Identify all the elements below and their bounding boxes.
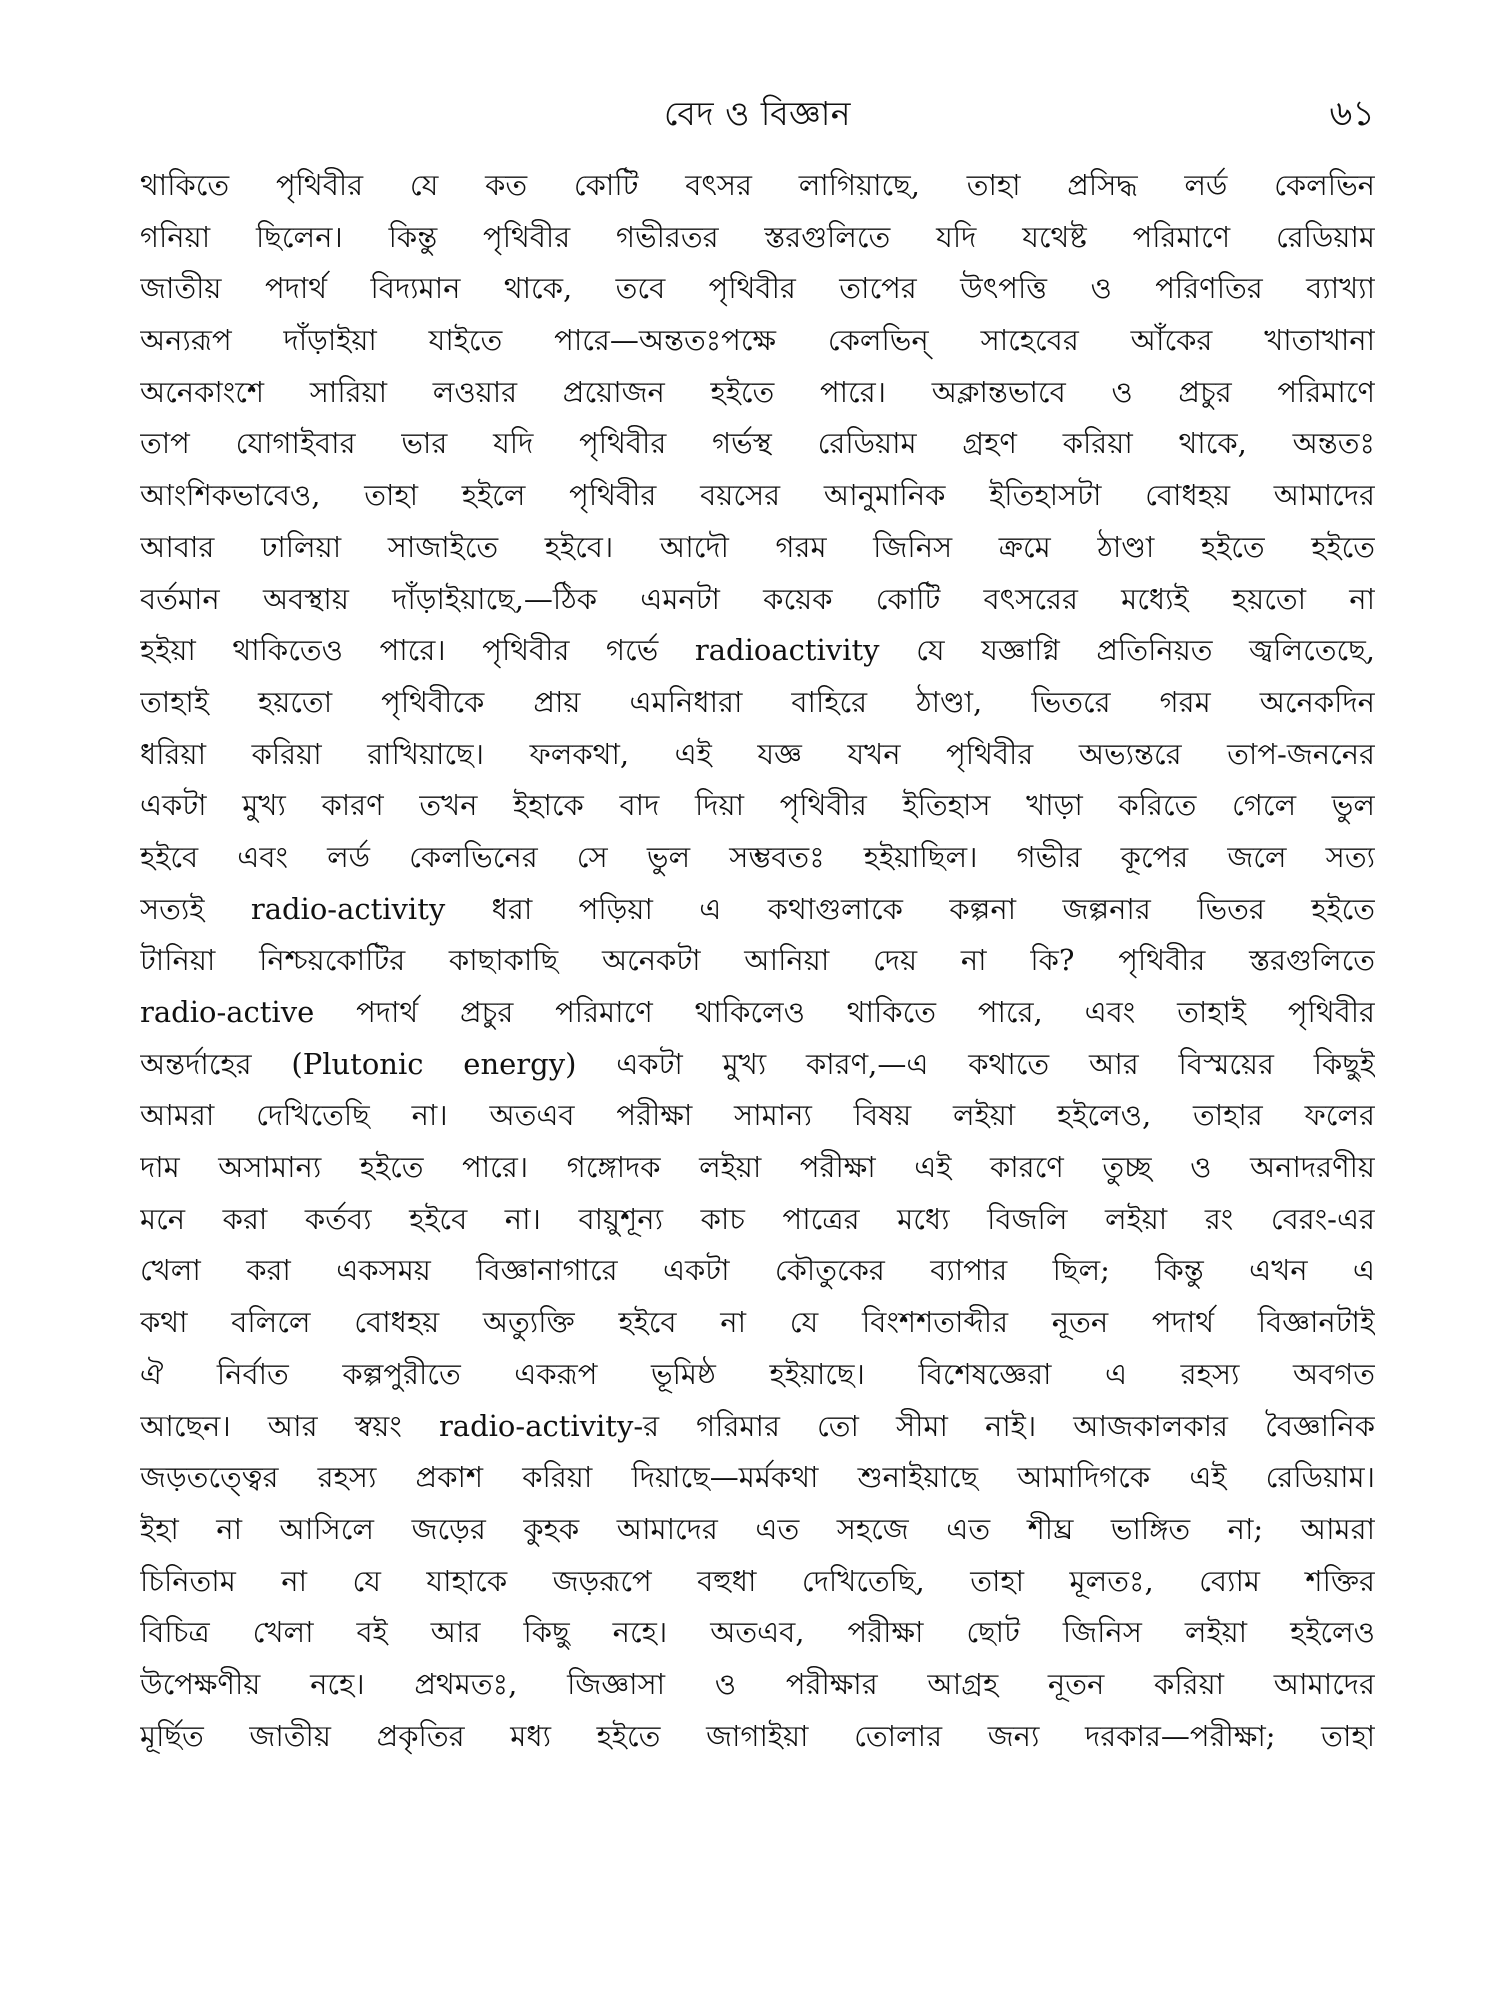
running-head (140, 92, 1375, 140)
text-line: আছেন। আর স্বয়ং radio-activity-র গরিমার তো সীমা নাই। আজকালকার বৈজ্ঞানিক (140, 1408, 1375, 1443)
text-line: ইহা না আসিলে জড়ের কুহক আমাদের এত সহজে এত শীঘ্র ভাঙ্গিত না; আমরা (140, 1511, 1375, 1546)
text-line: অন্তর্দাহের (Plutonic energy) একটা মুখ্য কারণ,—এ কথাতে আর বিস্ময়ের কিছুই (140, 1046, 1375, 1081)
text-line: অনেকাংশে সারিয়া লওয়ার প্রয়োজন হইতে পারে। অক্লান্তভাবে ও প্রচুর পরিমাণে (140, 374, 1375, 409)
text-line: একটা মুখ্য কারণ তখন ইহাকে বাদ দিয়া পৃথিবীর ইতিহাস খাড়া করিতে গেলে ভুল (140, 788, 1375, 823)
text-line: জড়তত্ত্বের রহস্য প্রকাশ করিয়া দিয়াছে—মর্মকথা শুনাইয়াছে আমাদিগকে এই রেডিয়াম। (140, 1460, 1375, 1495)
text-line: খেলা করা একসময় বিজ্ঞানাগারে একটা কৌতুকের ব্যাপার ছিল; কিন্তু এখন এ (140, 1253, 1375, 1288)
text-line: কথা বলিলে বোধহয় অত্যুক্তি হইবে না যে বিংশশতাব্দীর নূতন পদার্থ বিজ্ঞানটাই (140, 1305, 1375, 1340)
text-line: মনে করা কর্তব্য হইবে না। বায়ুশূন্য কাচ পাত্রের মধ্যে বিজলি লইয়া রং বেরং-এর (140, 1201, 1375, 1236)
text-line: উপেক্ষণীয় নহে। প্রথমতঃ, জিজ্ঞাসা ও পরীক্ষার আগ্রহ নূতন করিয়া আমাদের (140, 1666, 1375, 1701)
text-line: অন্যরূপ দাঁড়াইয়া যাইতে পারে—অন্ততঃপক্ষে কেলভিন্ সাহেবের আঁকের খাতাখানা (140, 323, 1375, 358)
text-line: হইবে এবং লর্ড কেলভিনের সে ভুল সম্ভবতঃ হইয়াছিল। গভীর কূপের জলে সত্য (140, 839, 1375, 874)
text-line: আবার ঢালিয়া সাজাইতে হইবে। আদৌ গরম জিনিস ক্রমে ঠাণ্ডা হইতে হইতে (140, 529, 1375, 564)
text-line: থাকিতে পৃথিবীর যে কত কোটি বৎসর লাগিয়াছে, তাহা প্রসিদ্ধ লর্ড কেলভিন (140, 168, 1375, 202)
text-line: আমরা দেখিতেছি না। অতএব পরীক্ষা সামান্য বিষয় লইয়া হইলেও, তাহার ফলের (140, 1098, 1375, 1133)
text-line: ঐ নির্বাত কল্পপুরীতে একরূপ ভূমিষ্ঠ হইয়াছে। বিশেষজ্ঞেরা এ রহস্য অবগত (140, 1356, 1375, 1391)
text-line: দাম অসামান্য হইতে পারে। গঙ্গোদক লইয়া পরীক্ষা এই কারণে তুচ্ছ ও অনাদরণীয় (140, 1150, 1375, 1185)
text-line: ধরিয়া করিয়া রাখিয়াছে। ফলকথা, এই যজ্ঞ যখন পৃথিবীর অভ্যন্তরে তাপ-জননের (140, 736, 1375, 771)
text-line: টানিয়া নিশ্চয়কোটির কাছাকাছি অনেকটা আনিয়া দেয় না কি? পৃথিবীর স্তরগুলিতে (140, 943, 1375, 978)
page-number: ৬১ (1329, 94, 1375, 134)
text-line: হইয়া থাকিতেও পারে। পৃথিবীর গর্ভে radioactivity যে যজ্ঞাগ্নি প্রতিনিয়ত জ্বলিতেছে, (140, 633, 1375, 668)
chapter-title: বেদ ও বিজ্ঞান (663, 94, 852, 133)
text-line: radio-active পদার্থ প্রচুর পরিমাণে থাকিলেও থাকিতে পারে, এবং তাহাই পৃথিবীর (140, 995, 1375, 1029)
text-line: সত্যই radio-activity ধরা পড়িয়া এ কথাগুলাকে কল্পনা জল্পনার ভিতর হইতে (140, 891, 1375, 926)
text-line: জাতীয় পদার্থ বিদ্যমান থাকে, তবে পৃথিবীর তাপের উৎপত্তি ও পরিণতির ব্যাখ্যা (140, 271, 1375, 306)
text-line: মূর্ছিত জাতীয় প্রকৃতির মধ্য হইতে জাগাইয়া তোলার জন্য দরকার—পরীক্ষা; তাহা (140, 1718, 1375, 1753)
text-line: আংশিকভাবেও, তাহা হইলে পৃথিবীর বয়সের আনুমানিক ইতিহাসটা বোধহয় আমাদের (140, 478, 1375, 513)
text-line: বর্তমান অবস্থায় দাঁড়াইয়াছে,—ঠিক এমনটা কয়েক কোটি বৎসরের মধ্যেই হয়তো না (140, 581, 1375, 616)
text-line: চিনিতাম না যে যাহাকে জড়রূপে বহুধা দেখিতেছি, তাহা মূলতঃ, ব্যোম শক্তির (140, 1563, 1375, 1598)
text-line: বিচিত্র খেলা বই আর কিছু নহে। অতএব, পরীক্ষা ছোট জিনিস লইয়া হইলেও (140, 1615, 1375, 1650)
text-line: তাপ যোগাইবার ভার যদি পৃথিবীর গর্ভস্থ রেডিয়াম গ্রহণ করিয়া থাকে, অন্ততঃ (140, 426, 1375, 461)
text-line: গনিয়া ছিলেন। কিন্তু পৃথিবীর গভীরতর স্তরগুলিতে যদি যথেষ্ট পরিমাণে রেডিয়াম (140, 219, 1375, 254)
text-line: তাহাই হয়তো পৃথিবীকে প্রায় এমনিধারা বাহিরে ঠাণ্ডা, ভিতরে গরম অনেকদিন (140, 684, 1375, 719)
body-text (140, 160, 1375, 1980)
